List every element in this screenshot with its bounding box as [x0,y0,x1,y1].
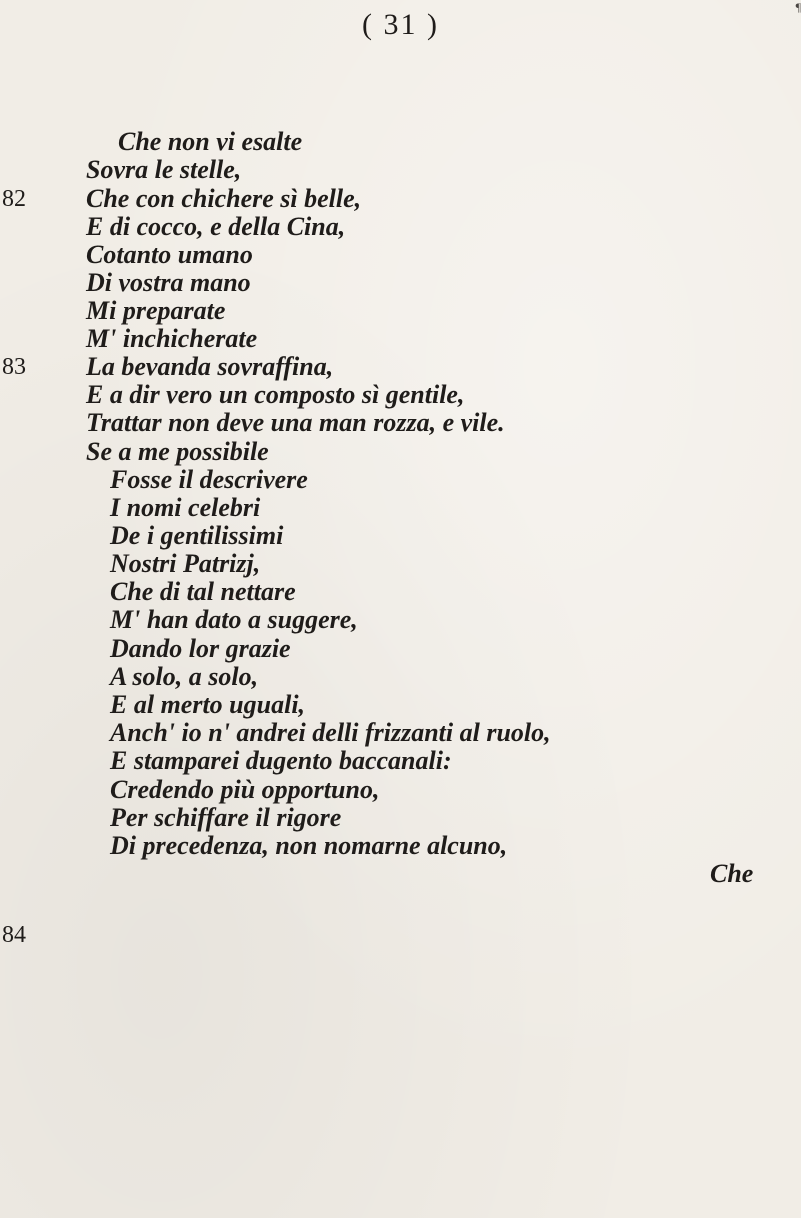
verse-line-6: Di vostra mano [86,268,251,297]
verse-line-21: E al merto uguali, [110,690,306,719]
verse-line-9: La bevanda sovraffina, [86,352,334,381]
verse-line-2: Sovra le stelle, [86,155,242,184]
verse-line-18: M' han dato a suggere, [110,605,358,634]
margin-number-83: 83 [2,354,26,380]
verse-line-13: Fosse il descrivere [110,465,308,494]
verse-line-11: Trattar non deve una man rozza, e vile. [86,408,505,437]
verse-line-4: E di cocco, e della Cina, [86,212,346,241]
verse-line-23: E stamparei dugento baccanali: [110,746,452,775]
verse-line-25: Per schiffare il rigore [110,803,342,832]
verse-line-12: Se a me possibile [86,437,269,466]
verse-line-8: M' inchicherate [86,324,258,353]
verse-line-3: Che con chichere sì belle, [86,184,362,213]
verse-line-5: Cotanto umano [86,240,253,269]
margin-number-84: 84 [2,922,26,948]
verse-line-22: Anch' io n' andrei delli frizzanti al ruolo, [110,718,551,747]
verse-line-26: Di precedenza, non nomarne alcuno, [110,831,508,860]
margin-number-82: 82 [2,186,26,212]
verse-line-7: Mi preparate [86,296,226,325]
catchword: Che [710,859,754,888]
verse-line-15: De i gentilissimi [110,521,284,550]
verse-line-14: I nomi celebri [110,493,261,522]
verse-line-19: Dando lor grazie [110,634,291,663]
verse-line-20: A solo, a solo, [110,662,259,691]
verse-line-1: Che non vi esalte [118,127,303,156]
verse-line-16: Nostri Patrizj, [110,549,261,578]
corner-mark: ¶ [795,0,801,14]
verse-line-17: Che di tal nettare [110,577,296,606]
verse-line-10: E a dir vero un composto sì gentile, [86,380,465,409]
verse-line-24: Credendo più opportuno, [110,775,380,804]
page-number: ( 31 ) [362,8,439,41]
